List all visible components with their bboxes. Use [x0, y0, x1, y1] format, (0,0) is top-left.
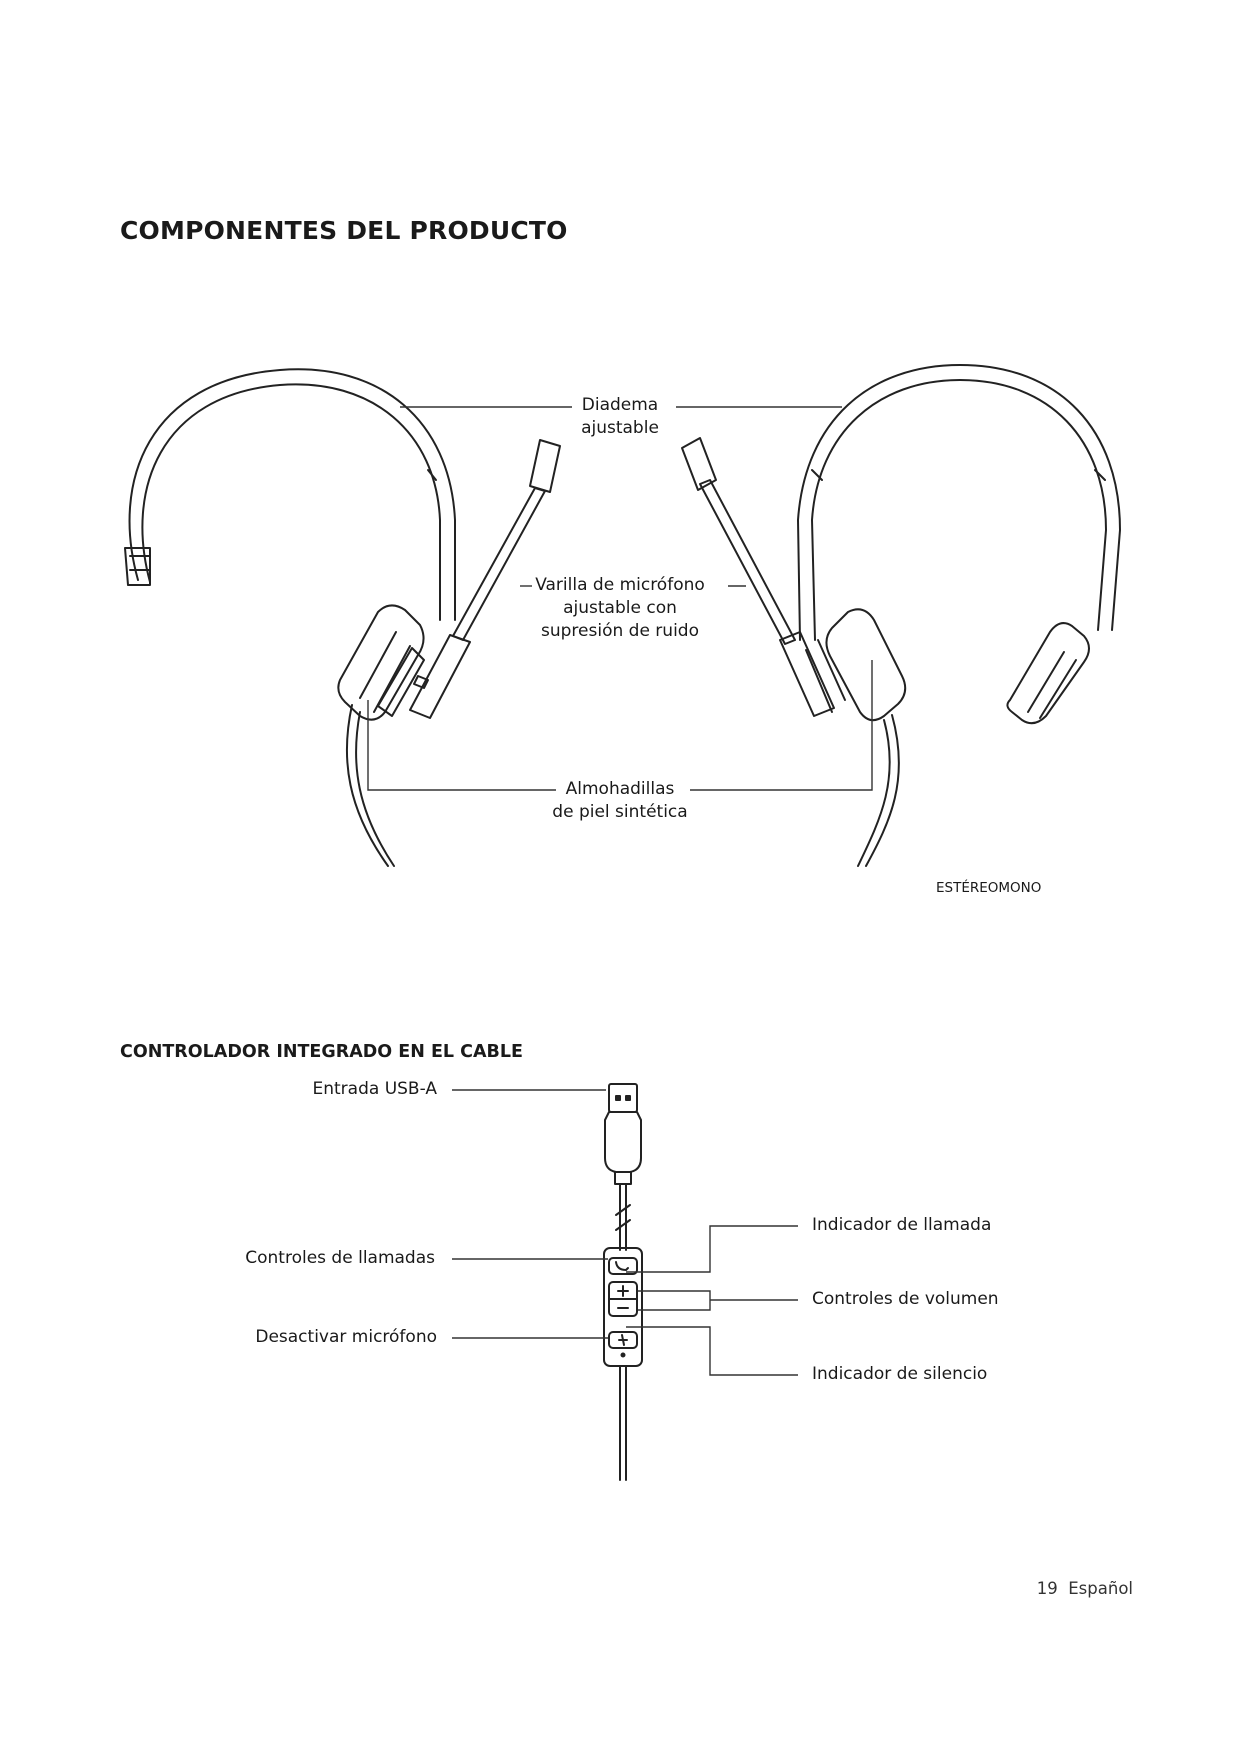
label-volume-controls: Controles de volumen: [812, 1289, 999, 1309]
label-call-controls: Controles de llamadas: [245, 1248, 435, 1268]
page-footer: [1037, 1579, 1133, 1598]
label-ear-cushions: Almohadillas de piel sintética: [552, 779, 688, 822]
stereo-headset-icon: [682, 365, 1120, 866]
label-mute: Desactivar micrófono: [255, 1327, 437, 1347]
section-title-controller: CONTROLADOR INTEGRADO EN EL CABLE: [120, 1042, 523, 1062]
label-boom-mic: Varilla de micrófono ajustable con supresión de ruido: [535, 575, 705, 641]
inline-controller-icon: [604, 1248, 642, 1480]
page-number: 19: [1036, 1579, 1058, 1598]
label-mute-indicator: Indicador de silencio: [812, 1364, 988, 1384]
label-headband: Diadema ajustable: [581, 395, 659, 438]
usb-a-connector-icon: [605, 1084, 641, 1250]
language-label: Español: [1068, 1579, 1133, 1598]
variants-label: ESTÉREOMONO: [936, 880, 1042, 896]
label-usb-a: Entrada USB-A: [312, 1079, 437, 1099]
page-title: COMPONENTES DEL PRODUCTO: [120, 216, 568, 245]
mono-headset-icon: [125, 369, 560, 866]
label-call-indicator: Indicador de llamada: [812, 1215, 992, 1235]
